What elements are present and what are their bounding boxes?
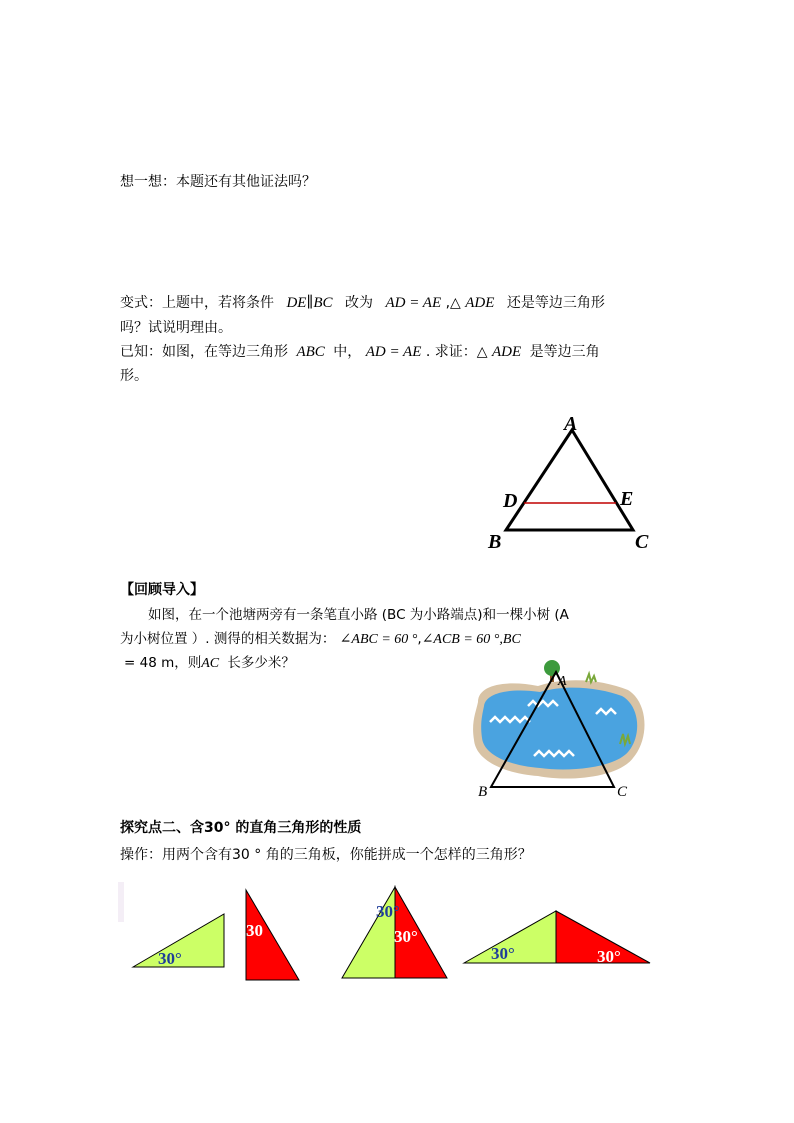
variant-text-d: 还是等边三角形 bbox=[506, 295, 605, 311]
review-text-d: 长多少米？ bbox=[227, 655, 295, 671]
angle-label-30-cut: 30 bbox=[246, 921, 263, 940]
given-text-d: 是等边三角 bbox=[529, 344, 600, 360]
label-pond-b: B bbox=[478, 784, 488, 800]
variant-triangle-name: ADE bbox=[465, 295, 495, 311]
variant-line-1 bbox=[120, 293, 605, 313]
think-prompt: 想一想：本题还有其他证法吗？ bbox=[120, 174, 316, 190]
given-triangle-ade: ADE bbox=[491, 344, 522, 360]
angle-label-30: 30° bbox=[158, 949, 182, 968]
review-line-2 bbox=[120, 629, 521, 650]
triangle-abc-outline bbox=[506, 430, 633, 530]
label-c: C bbox=[635, 531, 649, 553]
angle-label-30-obtuse-right: 30° bbox=[597, 947, 621, 966]
variant-text-a: 变式：上题中，若将条件 bbox=[120, 295, 274, 311]
given-text-a: 已知：如图，在等边三角形 bbox=[120, 344, 288, 360]
review-line-1: 如图，在一个池塘两旁有一条笔直小路 (BC 为小路端点)和一棵小树 (A bbox=[148, 607, 569, 623]
triangle-abc-figure bbox=[480, 410, 670, 555]
review-heading: 【回顾导入】 bbox=[120, 582, 204, 598]
given-line-2: 形。 bbox=[120, 368, 148, 384]
review-angle-abc: ∠ABC = 60 ° bbox=[339, 632, 418, 647]
given-text-b: 中， bbox=[333, 344, 362, 360]
label-d: D bbox=[503, 490, 518, 512]
explore-heading: 探究点二、含30° 的直角三角形的性质 bbox=[120, 820, 362, 836]
pond-figure bbox=[468, 658, 653, 803]
review-text-c: = 48 m，则 bbox=[124, 655, 202, 671]
given-line-1 bbox=[120, 342, 600, 362]
label-pond-c: C bbox=[617, 784, 628, 800]
review-line-3 bbox=[124, 653, 295, 674]
review-ac: AC bbox=[201, 656, 220, 671]
given-text-c: . 求证：△ bbox=[425, 344, 488, 360]
variant-condition-parallel: DE∥BC bbox=[286, 295, 333, 311]
variant-text-c: ,△ bbox=[445, 295, 461, 311]
review-bc: ,BC bbox=[499, 632, 521, 647]
angle-label-30-right: 30° bbox=[394, 927, 418, 946]
label-b: B bbox=[488, 531, 502, 553]
label-pond-a: A bbox=[558, 674, 567, 689]
given-triangle-abc: ABC bbox=[296, 344, 325, 360]
given-equation: AD = AE bbox=[365, 344, 422, 360]
angle-label-30-obtuse-left: 30° bbox=[491, 944, 515, 963]
label-e: E bbox=[620, 488, 634, 510]
review-separator: , bbox=[417, 631, 422, 647]
explore-operation: 操作：用两个含有30 ° 角的三角板，你能拼成一个怎样的三角形？ bbox=[120, 847, 532, 863]
variant-line-2: 吗？试说明理由。 bbox=[120, 320, 232, 336]
grass-icon bbox=[586, 674, 596, 682]
set-square-figures bbox=[118, 880, 658, 990]
variant-text-b: 改为 bbox=[345, 295, 373, 311]
combined-left-green bbox=[342, 887, 395, 978]
variant-condition-equal: AD = AE bbox=[385, 295, 442, 311]
review-angle-acb: ∠ACB = 60 ° bbox=[421, 632, 500, 647]
review-text-a: 为小树位置 ）. 测得的相关数据为： bbox=[120, 631, 336, 647]
scan-mark bbox=[118, 882, 124, 922]
angle-label-30-left: 30° bbox=[376, 902, 400, 921]
pond-water bbox=[481, 688, 637, 770]
label-a: A bbox=[564, 413, 578, 435]
